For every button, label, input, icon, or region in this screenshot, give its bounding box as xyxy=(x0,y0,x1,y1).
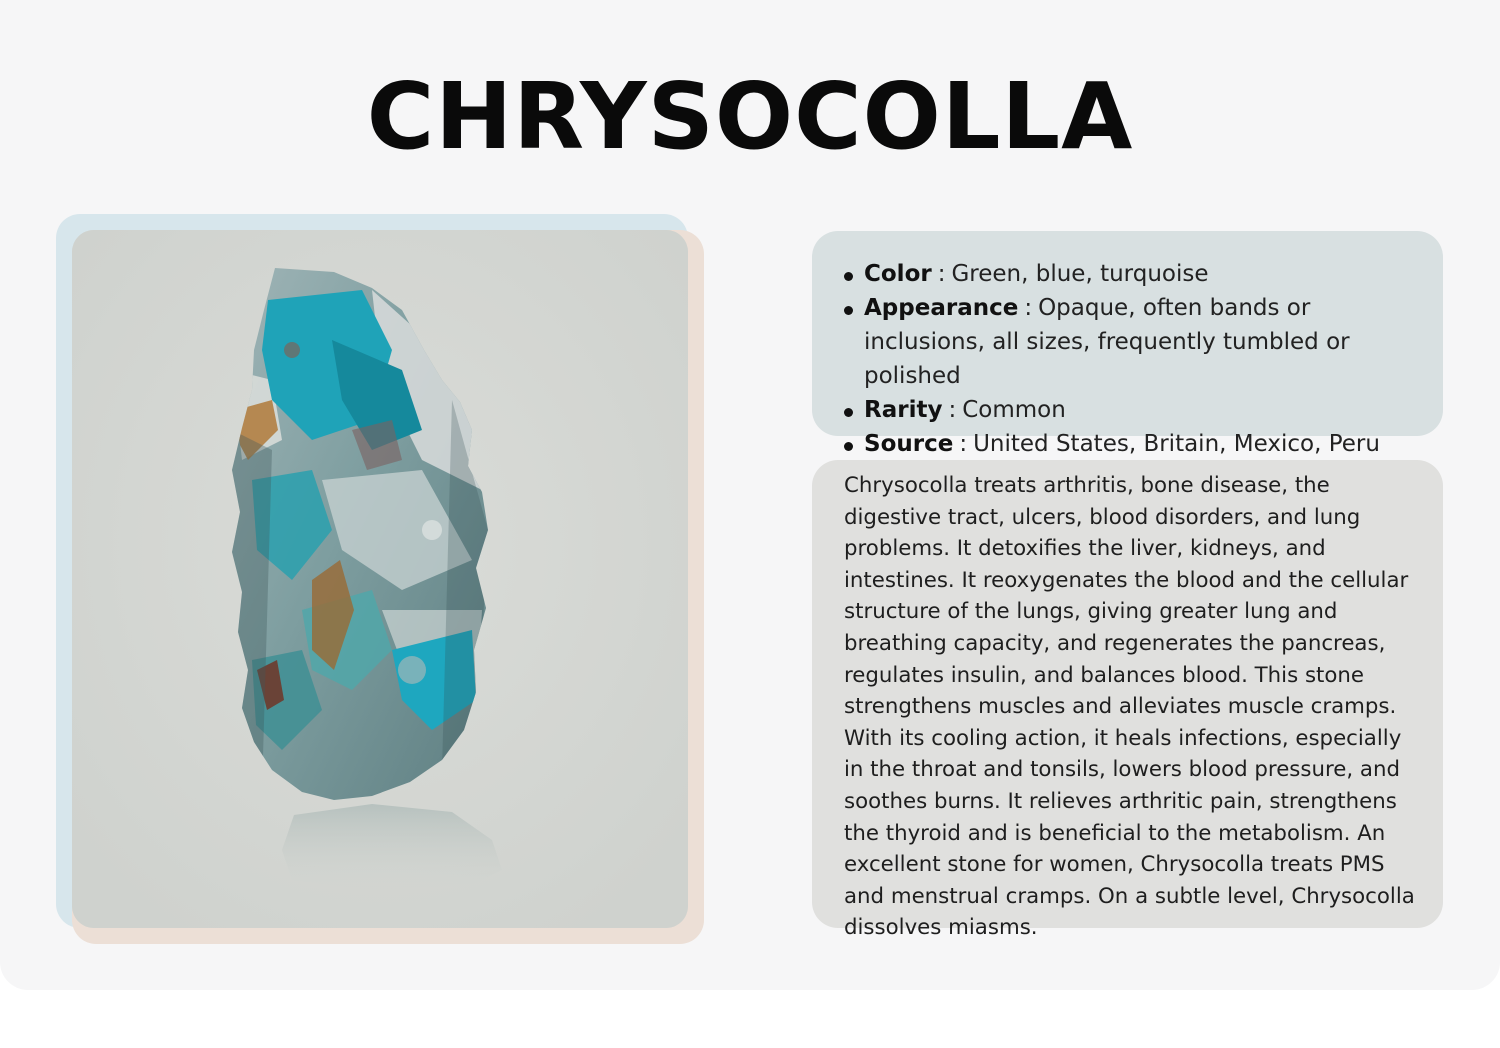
property-value: Green, blue, turquoise xyxy=(951,261,1209,287)
property-separator: : xyxy=(937,261,946,287)
property-rarity xyxy=(842,393,1403,427)
description-text: Chrysocolla treats arthritis, bone disease, the digestive tract, ulcers, blood disorders, and lung problems. It detoxifies the liver, kidneys, and intestines. It reoxygenates the blood and the cellular structure of the lungs, giving greater lung and breathing capacity, and regenerates the pancreas, regulates insulin, and balances blood. This stone strengthens muscles and alleviates muscle cramps. With its cooling action, it heals infections, especially in the throat and tonsils, lowers blood pressure, and soothes burns. It relieves arthritic pain, strengthens the thyroid and is beneficial to the metabolism. An excellent stone for women, Chrysocolla treats PMS and menstrual cramps. On a subtle level, Chrysocolla dissolves miasms. xyxy=(844,473,1415,941)
property-label: Rarity xyxy=(864,397,943,423)
page-title: CHRYSOCOLLA xyxy=(366,63,1134,170)
property-value: Opaque, often bands or inclusions, all sizes, frequently tumbled or polished xyxy=(864,295,1350,389)
property-separator: : xyxy=(959,431,968,457)
property-separator: : xyxy=(948,397,957,423)
description-panel xyxy=(812,460,1443,941)
properties-list xyxy=(812,231,1443,461)
stone-image-frame xyxy=(72,230,688,928)
property-source xyxy=(842,427,1403,461)
property-label: Color xyxy=(864,261,932,287)
property-appearance xyxy=(842,291,1403,393)
property-value: United States, Britain, Mexico, Peru xyxy=(973,431,1380,457)
property-label: Source xyxy=(864,431,954,457)
property-color xyxy=(842,257,1403,291)
property-value: Common xyxy=(962,397,1066,423)
property-label: Appearance xyxy=(864,295,1019,321)
property-separator: : xyxy=(1024,295,1033,321)
chrysocolla-stone-photo xyxy=(72,230,688,928)
properties-panel xyxy=(812,231,1443,457)
